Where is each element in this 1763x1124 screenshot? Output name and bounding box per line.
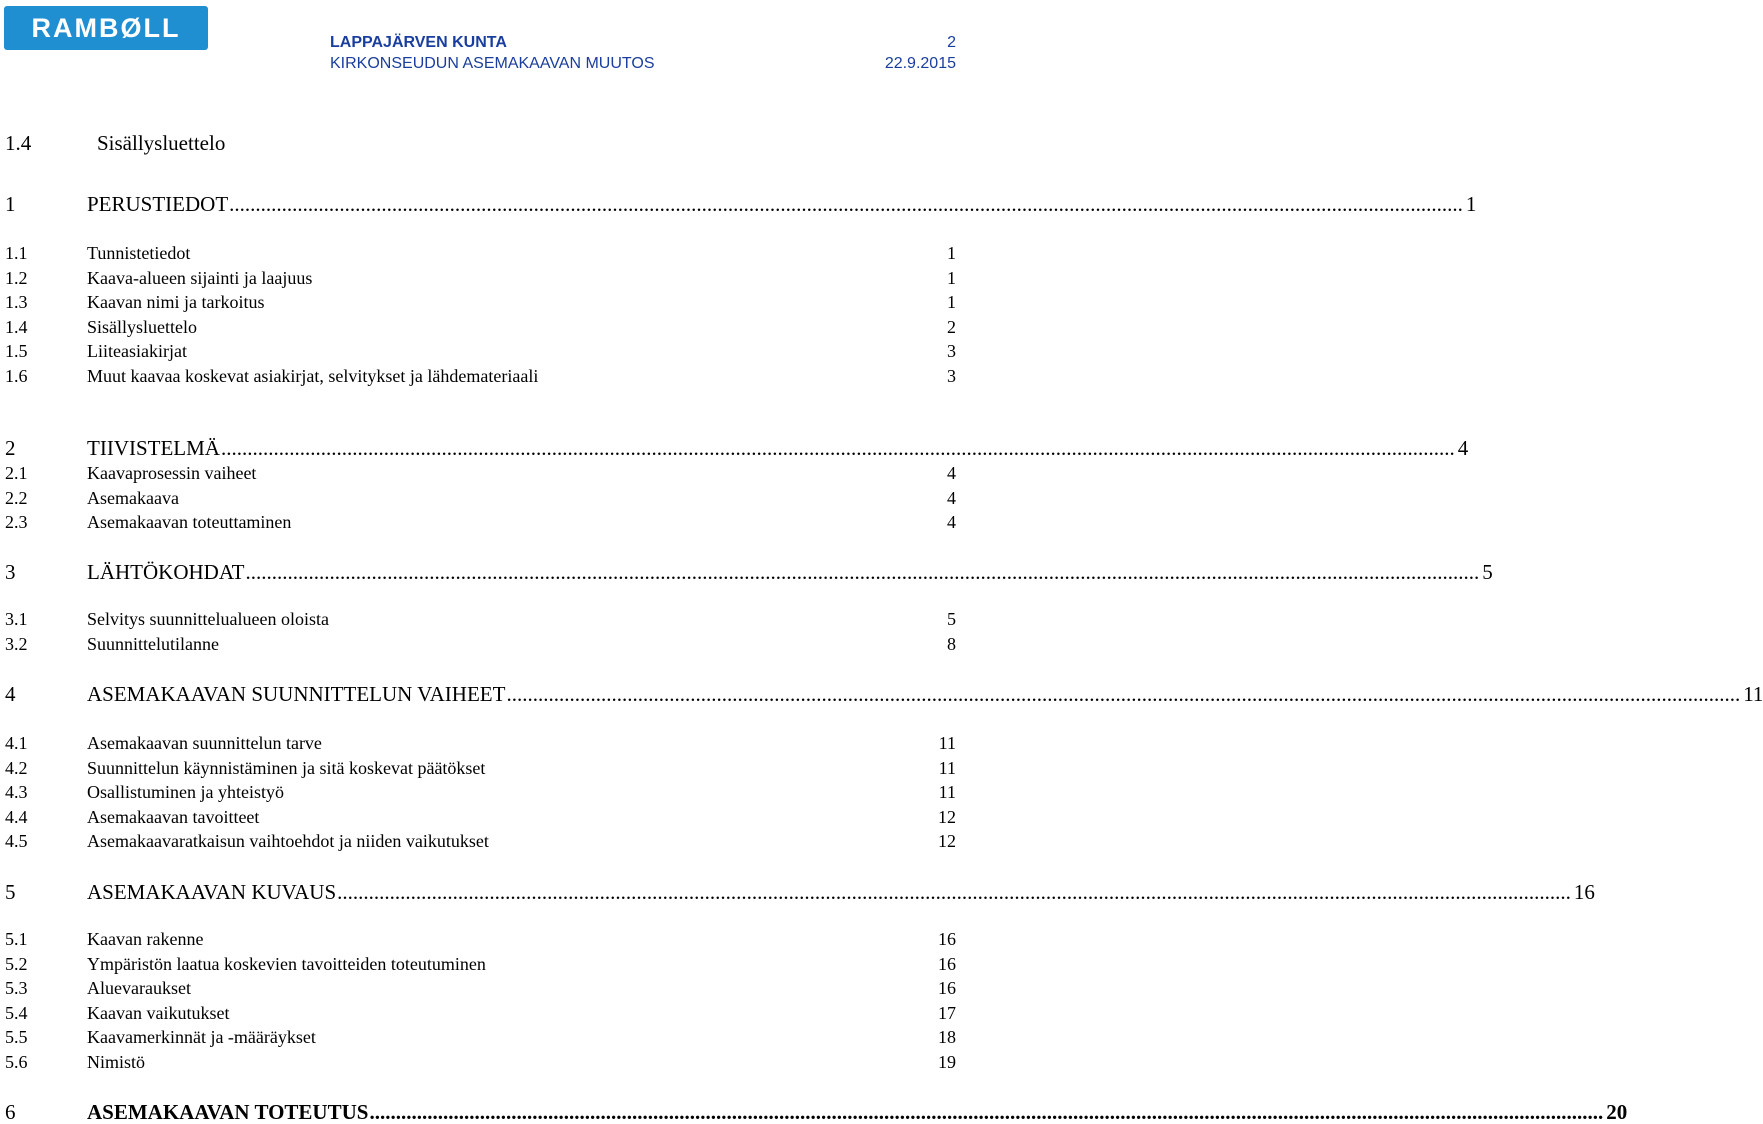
logo-text: RAMBØLL	[31, 12, 181, 43]
toc-section-number: 1	[5, 192, 16, 216]
toc-section-title: ASEMAKAAVAN KUVAUS	[87, 880, 337, 904]
toc-item-page: 1	[947, 268, 956, 288]
toc-section-number: 3	[5, 560, 16, 584]
toc-item-title: Asemakaavan suunnittelun tarve	[87, 733, 322, 753]
toc-section-title: TIIVISTELMÄ	[87, 436, 220, 460]
toc-item-row[interactable]	[5, 977, 956, 999]
header-org: LAPPAJÄRVEN KUNTA	[330, 34, 507, 51]
toc-item-title: Asemakaava	[87, 488, 179, 508]
toc-item-page: 5	[947, 609, 956, 629]
toc-section-number: 6	[5, 1100, 16, 1124]
toc-item-page: 2	[947, 317, 956, 337]
toc-section-row[interactable]	[5, 880, 1595, 904]
toc-item-row[interactable]	[5, 633, 956, 655]
toc-item-title: Muut kaavaa koskevat asiakirjat, selvitykset ja lähdemateriaali	[87, 366, 539, 386]
toc-item-page: 4	[947, 488, 956, 508]
toc-item-row[interactable]	[5, 340, 956, 362]
toc-section-row[interactable]	[5, 560, 1493, 584]
toc-item-page: 12	[938, 807, 956, 827]
header-date: 22.9.2015	[884, 55, 956, 72]
toc-item-row[interactable]	[5, 953, 956, 975]
toc-item-title: Aluevaraukset	[87, 978, 191, 998]
toc-item-number: 4.3	[5, 782, 28, 802]
toc-item-row[interactable]	[5, 462, 956, 484]
toc-item-number: 3.1	[5, 609, 28, 629]
toc-item-row[interactable]	[5, 291, 956, 313]
toc-item-number: 4.4	[5, 807, 28, 827]
toc-item-number: 2.3	[5, 512, 28, 532]
header-line-2	[330, 55, 956, 73]
toc-section-title: LÄHTÖKOHDAT	[87, 560, 245, 584]
toc-item-row[interactable]	[5, 608, 956, 630]
toc-item-number: 4.5	[5, 831, 28, 851]
toc-item-number: 1.5	[5, 341, 28, 361]
toc-item-row[interactable]	[5, 487, 956, 509]
toc-item-page: 18	[938, 1027, 956, 1047]
toc-item-title: Kaavaprosessin vaiheet	[87, 463, 257, 483]
toc-item-title: Liiteasiakirjat	[87, 341, 187, 361]
toc-item-row[interactable]	[5, 830, 956, 852]
toc-item-page: 4	[947, 463, 956, 483]
toc-item-page: 3	[947, 341, 956, 361]
toc-item-title: Asemakaavaratkaisun vaihtoehdot ja niiden vaikutukset	[87, 831, 489, 851]
toc-item-title: Selvitys suunnittelualueen oloista	[87, 609, 329, 629]
toc-item-title: Suunnittelun käynnistäminen ja sitä koskevat päätökset	[87, 758, 486, 778]
toc-item-page: 1	[947, 243, 956, 263]
toc-dot-leader: ...........................................................................................................................................................................................................................................	[337, 880, 1571, 904]
toc-section-row[interactable]	[5, 436, 1469, 460]
toc-section-page: 16	[1573, 880, 1595, 904]
toc-item-number: 2.2	[5, 488, 28, 508]
toc-item-title: Nimistö	[87, 1052, 146, 1072]
toc-section-page: 20	[1606, 1100, 1628, 1124]
toc-item-title: Kaavan vaikutukset	[87, 1003, 230, 1023]
toc-item-title: Suunnittelutilanne	[87, 634, 219, 654]
toc-item-row[interactable]	[5, 781, 956, 803]
toc-dot-leader: ...........................................................................................................................................................................................................................................	[229, 192, 1463, 216]
toc-item-number: 1.2	[5, 268, 28, 288]
toc-section-title: ASEMAKAAVAN TOTEUTUS	[87, 1100, 369, 1124]
toc-item-number: 1.6	[5, 366, 28, 386]
toc-item-page: 8	[947, 634, 956, 654]
toc-item-number: 1.4	[5, 317, 28, 337]
toc-item-number: 5.1	[5, 929, 28, 949]
toc-item-row[interactable]	[5, 732, 956, 754]
toc-item-row[interactable]	[5, 1026, 956, 1048]
toc-section-page: 1	[1465, 192, 1477, 216]
toc-item-title: Kaavan nimi ja tarkoitus	[87, 292, 265, 312]
toc-item-number: 5.2	[5, 954, 28, 974]
toc-item-page: 11	[938, 782, 956, 802]
toc-item-title: Asemakaavan tavoitteet	[87, 807, 260, 827]
toc-item-page: 11	[938, 733, 956, 753]
toc-item-title: Sisällysluettelo	[87, 317, 197, 337]
toc-item-row[interactable]	[5, 928, 956, 950]
toc-item-number: 5.4	[5, 1003, 28, 1023]
toc-item-row[interactable]	[5, 365, 956, 387]
toc-dot-leader: ...........................................................................................................................................................................................................................................	[369, 1100, 1604, 1124]
toc-item-number: 5.5	[5, 1027, 28, 1047]
toc-section-number: 2	[5, 436, 16, 460]
section-title-text: Sisällysluettelo	[97, 131, 226, 155]
toc-section-row[interactable]	[5, 682, 1763, 706]
toc-item-number: 5.6	[5, 1052, 28, 1072]
header-page-number: 2	[947, 34, 956, 51]
toc-item-title: Asemakaavan toteuttaminen	[87, 512, 292, 532]
toc-item-page: 16	[938, 954, 956, 974]
toc-item-row[interactable]	[5, 242, 956, 264]
toc-item-page: 11	[938, 758, 956, 778]
toc-item-number: 5.3	[5, 978, 28, 998]
header-line-1	[330, 34, 956, 52]
toc-section-number: 5	[5, 880, 16, 904]
toc-item-number: 3.2	[5, 634, 28, 654]
toc-section-row[interactable]	[5, 192, 1477, 216]
toc-item-row[interactable]	[5, 757, 956, 779]
toc-item-number: 1.3	[5, 292, 28, 312]
toc-item-title: Kaavamerkinnät ja -määräykset	[87, 1027, 316, 1047]
toc-section-title: PERUSTIEDOT	[87, 192, 229, 216]
toc-item-row[interactable]	[5, 1002, 956, 1024]
toc-section-page: 5	[1482, 560, 1493, 584]
toc-section-page: 4	[1457, 436, 1469, 460]
toc-item-row[interactable]	[5, 511, 956, 533]
toc-item-page: 3	[947, 366, 956, 386]
toc-section-title: ASEMAKAAVAN SUUNNITTELUN VAIHEET	[87, 682, 506, 706]
toc-item-title: Ympäristön laatua koskevien tavoitteiden toteutuminen	[87, 954, 486, 974]
toc-item-number: 4.2	[5, 758, 28, 778]
toc-item-row[interactable]	[5, 316, 956, 338]
toc-item-page: 1	[947, 292, 956, 312]
rambøll-logo	[4, 6, 208, 50]
toc-dot-leader: ...........................................................................................................................................................................................................................................	[245, 560, 1480, 584]
toc-item-page: 4	[947, 512, 956, 532]
toc-item-row[interactable]	[5, 267, 956, 289]
toc-item-title: Osallistuminen ja yhteistyö	[87, 782, 284, 802]
toc-item-page: 16	[938, 929, 956, 949]
toc-section-row[interactable]	[5, 1100, 1628, 1124]
toc-section-page: 11	[1743, 682, 1763, 706]
toc-dot-leader: ...........................................................................................................................................................................................................................................	[506, 682, 1741, 706]
toc-item-title: Kaava-alueen sijainti ja laajuus	[87, 268, 313, 288]
toc-item-title: Kaavan rakenne	[87, 929, 204, 949]
toc-item-page: 19	[938, 1052, 956, 1072]
toc-section-number: 4	[5, 682, 16, 706]
header-subtitle: KIRKONSEUDUN ASEMAKAAVAN MUUTOS	[330, 55, 655, 72]
toc-item-page: 17	[938, 1003, 956, 1023]
toc-item-title: Tunnistetiedot	[87, 243, 191, 263]
section-title-number: 1.4	[5, 131, 32, 155]
toc-item-page: 16	[938, 978, 956, 998]
toc-dot-leader: ...........................................................................................................................................................................................................................................	[220, 436, 1455, 460]
toc-item-number: 4.1	[5, 733, 28, 753]
section-title	[5, 131, 225, 155]
toc-item-number: 2.1	[5, 463, 28, 483]
toc-item-page: 12	[938, 831, 956, 851]
toc-item-row[interactable]	[5, 806, 956, 828]
toc-item-number: 1.1	[5, 243, 28, 263]
toc-item-row[interactable]	[5, 1051, 956, 1073]
